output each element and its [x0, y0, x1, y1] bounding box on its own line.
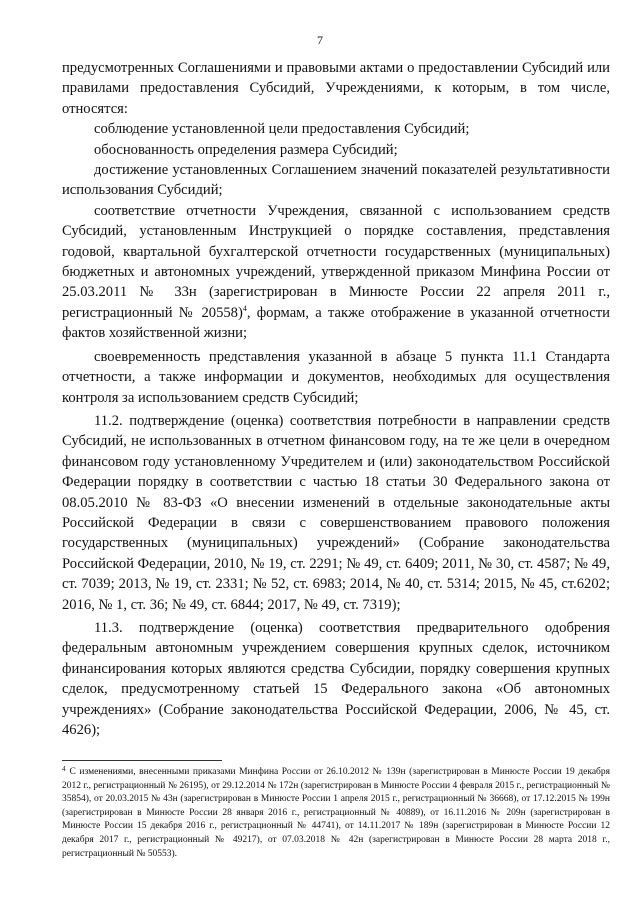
footnote-marker: 4: [62, 765, 66, 773]
list-item-goal-compliance: соблюдение установленной цели предоставления Субсидий;: [94, 121, 470, 138]
paragraph-text-part: соответствие отчетности Учреждения, связанной с использованием средств Субсидий, установленным Инструкцией о порядке составления, представления годовой, квартальной бухгалтерской отчетности государственных (муниципальных) бюджетных и автономных учреждений, утвержденной приказом Минфина России от 25.03.2011 № 33н (зарегистрирован в Минюсте России 22 апреля 2011 г., регистрационный № 20558): [62, 202, 610, 321]
list-item-timely-reporting: своевременность представления указанной в абзаце 5 пункта 11.1 Стандарта отчетности, а также информации и документов, необходимых для осуществления контроля за использованием средств Субсидий;: [62, 348, 610, 406]
clause-11-3: 11.3. подтверждение (оценка) соответствия предварительного одобрения федеральным автономным учреждением совершения крупных сделок, источником финансирования которых являются средства Субсидии, порядку совершения крупных сделок, предусмотренному статьей 15 Федерального закона «Об автономных учреждениях» (Собрание законодательства Российской Федерации, 2006, № 45, ст. 4626);: [62, 619, 610, 738]
list-item-reporting-compliance: [62, 201, 610, 344]
document-body: [62, 58, 610, 740]
clause-11-2: 11.2. подтверждение (оценка) соответствия потребности в направлении средств Субсидий, не использованных в отчетном финансовом году, на те же цели в очередном финансовом году установленному Учредителем и (или) законодательством Российской Федерации порядку в соответствии с частью 18 статьи 30 Федерального закона от 08.05.2010 № 83-ФЗ «О внесении изменений в отдельные законодательные акты Российской Федерации в связи с совершенствованием правового положения государственных (муниципальных) учреждений» (Собрание законодательства Российской Федерации, 2010, № 19, ст. 2291; № 49, ст. 6409; 2011, № 30, ст. 4587; № 49, ст. 7039; 2013, № 19, ст. 2331; № 52, ст. 6983; 2014, № 40, ст. 5314; 2015, № 45, ст.6202; 2016, № 1, ст. 36; № 49, ст. 6844; 2017, № 49, ст. 7319);: [62, 412, 610, 613]
footnotes: [62, 763, 610, 861]
footnote-4: [62, 763, 610, 861]
page-number: 7: [317, 33, 323, 47]
list-item-performance-indicators: достижение установленных Соглашением значений показателей результативности использования Субсидий;: [62, 162, 610, 199]
list-item-size-justification: обоснованность определения размера Субсидий;: [94, 141, 398, 158]
footnote-divider: [62, 760, 222, 761]
paragraph-text-part: , формам, а также отображение в указанной отчетности фактов хозяйственной жизни;: [62, 304, 610, 342]
paragraph-intro-continuation: предусмотренных Соглашениями и правовыми актами о предоставлении Субсидий или правилами предоставления Субсидий, Учреждениями, к которым, в том числе, относятся:: [62, 60, 610, 117]
footnote-text: С изменениями, внесенными приказами Минфина России от 26.10.2012 № 139н (зарегистрирован в Минюсте России 19 декабря 2012 г., регистрационный № 26195), от 29.12.2014 № 172н (зарегистрирован в Минюсте России 4 февраля 2015 г., регистрационный № 35854), от 20.03.2015 № 43н (зарегистрирован в Минюсте России 1 апреля 2015 г., регистрационный № 36668), от 17.12.2015 № 199н (зарегистрирован в Минюсте России 28 января 2016 г., регистрационный № 40889), от 16.11.2016 № 209н (зарегистрирован в Минюсте России 15 декабря 2016 г., регистрационный № 44741), от 14.11.2017 № 189н (зарегистрирован в Минюсте России 12 декабря 2017 г., регистрационный № 49217), от 07.03.2018 № 42н (зарегистрирован в Минюсте России 28 марта 2018 г., регистрационный № 50553).: [62, 767, 610, 859]
footnote-reference: 4: [242, 304, 247, 314]
